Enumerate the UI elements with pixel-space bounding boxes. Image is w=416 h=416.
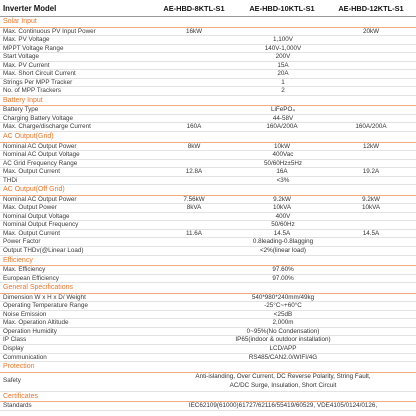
spec-label: Max. Charge/discharge Current [3,123,91,131]
spec-value-merged [150,106,416,114]
spec-value-line: RS485/CAN2.0/WIFI/4G [248,353,318,361]
spec-value-line: 2 [281,87,285,95]
section-title: General Specifications [0,283,416,294]
spec-value-line: 540*980*240mm/49kg [251,293,315,301]
spec-value-line: LiFePO₄ [271,106,295,114]
spec-label: Operating Temperature Range [3,302,88,310]
spec-label: Max. Output Current [3,229,61,237]
spec-value-line: 1 [281,78,285,86]
spec-value: 8kVA [186,204,202,212]
spec-row [0,247,416,256]
spec-value-line: 50/60Hz [271,221,295,229]
model-8ktl: AE-HBD-8KTL-S1 [163,3,225,13]
spec-value-merged [150,221,416,229]
spec-value: 8kW [187,142,201,150]
spec-label: IP Class [3,336,27,344]
spec-value-merged [150,238,416,246]
spec-label: Battery Type [3,106,39,114]
model-12ktl: AE-HBD-12KTL-S1 [338,3,404,13]
spec-value-merged [150,213,416,221]
spec-value-merged [150,402,416,410]
spec-value-line: -25°C~+60°C [264,302,302,310]
section-title: Solar Input [0,17,416,28]
spec-row [0,402,416,411]
spec-label: Standards [3,402,32,410]
spec-row [0,238,416,247]
spec-row [0,123,416,132]
spec-row [0,213,416,222]
spec-row [0,328,416,337]
spec-row [0,294,416,303]
spec-value: 9.2kW [273,195,291,203]
spec-value-merged [150,266,416,274]
spec-label: MPPT Voltage Range [3,44,64,52]
spec-value-merged [150,45,416,53]
model-10ktl: AE-HBD-10KTL-S1 [249,3,315,13]
spec-value-merged [150,294,416,302]
spec-label: No. of MPP Trackers [3,87,61,95]
spec-value-merged [150,302,416,310]
spec-value: 7.56kW [183,195,205,203]
spec-row [0,204,416,213]
spec-label: Power Factor [3,238,41,246]
spec-value-merged [150,311,416,319]
spec-value-line: 200V [275,53,291,61]
spec-value: 10kVA [272,204,292,212]
spec-value-merged [150,345,416,353]
spec-row [0,36,416,45]
spec-label: THDi [3,176,18,184]
spec-label: Max. Short Circuit Current [3,70,76,78]
spec-label: Operation Humidity [3,327,57,335]
spec-row [0,106,416,115]
spec-label: Communication [3,353,47,361]
section-title: Battery Input [0,96,416,107]
spec-label: Nominal AC Output Power [3,195,77,203]
spec-row [0,275,416,284]
spec-value: 14.5A [362,229,380,237]
section-title: AC Output(Off Grid) [0,185,416,196]
spec-value-merged [150,151,416,159]
spec-value: 20kW [362,27,380,35]
spec-label: Max. Efficiency [3,266,46,274]
spec-value-merged [150,87,416,95]
spec-row [0,336,416,345]
spec-row [0,45,416,54]
spec-value-line: 50/60Hz±5Hz [263,159,303,167]
spec-label: Safety [3,377,21,385]
spec-value-line: 1,100V [273,36,293,44]
section-title: Efficiency [0,256,416,267]
spec-row [0,373,416,392]
spec-value-merged [150,62,416,70]
spec-value-merged [150,160,416,168]
spec-value-merged [150,336,416,344]
spec-value-line: 20A [277,70,289,78]
spec-value-merged [150,373,416,390]
spec-value-merged [150,247,416,255]
spec-value-line: <25dB [273,310,293,318]
spec-value: 9.2kW [362,195,380,203]
spec-label: Max. Output Power [3,204,57,212]
spec-label: Noise Emission [3,310,47,318]
spec-value-line: 400V [275,212,291,220]
spec-row [0,151,416,160]
spec-row [0,143,416,152]
spec-value-merged [150,79,416,87]
spec-value-line: 0.8leading-0.8lagging [252,238,314,246]
spec-label: Display [3,344,24,352]
spec-value: 12kW [362,142,380,150]
spec-row [0,62,416,71]
spec-row [0,311,416,320]
spec-value: 160A [186,123,202,131]
spec-row [0,266,416,275]
spec-value-merged [150,354,416,362]
spec-row [0,230,416,239]
spec-value-merged [150,328,416,336]
spec-label: Max. PV Current [3,61,50,69]
spec-value: 14.5A [273,229,291,237]
section-title: Protection [0,362,416,373]
spec-value: 160A/200A [266,123,298,131]
spec-value-line: Anti-islanding, Over Current, DC Reverse Polarity, String Fault, [195,373,371,381]
spec-value-line: 15A [277,61,289,69]
spec-label: Nominal Output Voltage [3,212,70,220]
spec-label: Nominal AC Output Power [3,142,77,150]
spec-value-line: 0~95%(No Condensation) [246,327,320,335]
model-label: Inverter Model [3,3,57,13]
spec-row [0,177,416,186]
spec-label: Nominal AC Output Voltage [3,151,80,159]
spec-label: AC Grid Frequency Range [3,159,78,167]
spec-label: Nominal Output Frequency [3,221,79,229]
spec-label: Start Voltage [3,53,40,61]
spec-value-line: 2,000m [272,319,294,327]
spec-value-line: 97.60% [272,266,294,274]
spec-value-merged [150,53,416,61]
spec-label: Max. Continuous PV Input Power [3,27,96,35]
spec-value: 16A [276,168,288,176]
spec-row [0,53,416,62]
spec-row [0,345,416,354]
spec-label: Max. PV Voltage [3,36,50,44]
spec-value-line: 44-58V [272,114,294,122]
spec-row [0,79,416,88]
spec-value: 10kW [273,142,291,150]
spec-label: Output THDv(@Linear Load) [3,247,84,255]
spec-value-line: IEC62109(61000)61727/62116/55419/60529, VDE4105/0124/0126, [188,402,378,410]
spec-row [0,115,416,124]
spec-row [0,168,416,177]
spec-value-line: 97.00% [272,274,294,282]
spec-value-merged [150,275,416,283]
spec-label: European Efficiency [3,274,59,282]
spec-value: 16kW [185,27,203,35]
spec-label: Charging Battery Voltage [3,114,74,122]
spec-label: Max. Operation Altitude [3,319,69,327]
spec-row [0,221,416,230]
spec-value-line: <3% [276,176,290,184]
spec-label: Dimension W x H x D/ Weight [3,293,86,301]
spec-value: 10kVA [361,204,381,212]
spec-value: 160A/200A [355,123,387,131]
spec-row [0,28,416,37]
spec-value-line: AC/DC Surge, Insulation, Short Circuit [229,381,337,389]
spec-value: 12.8A [185,168,203,176]
spec-row [0,302,416,311]
spec-value-merged [150,36,416,44]
spec-value-line: IP65(indoor & outdoor installation) [235,336,331,344]
spec-value-merged [150,177,416,185]
spec-value-line: <2%(linear load) [259,247,307,255]
spec-value [238,28,326,36]
spec-value: 11.6A [186,229,202,237]
spec-label: Max. Output Current [3,168,61,176]
header-row [0,0,416,17]
spec-value: 19.2A [362,168,380,176]
spec-row [0,196,416,205]
spec-row [0,70,416,79]
spec-value-line: LCD/APP [269,344,297,352]
spec-row [0,160,416,169]
spec-value-merged [150,115,416,123]
spec-row [0,87,416,96]
section-title: AC Output(Grid) [0,132,416,143]
spec-value-line: 140V-1,000V [264,44,302,52]
spec-value-line: 400Vac [272,151,294,159]
spec-row [0,319,416,328]
section-title: Certificates [0,392,416,403]
spec-row [0,354,416,363]
spec-value-merged [150,70,416,78]
spec-label: Strings Per MPP Tracker [3,78,73,86]
spec-value-merged [150,319,416,327]
